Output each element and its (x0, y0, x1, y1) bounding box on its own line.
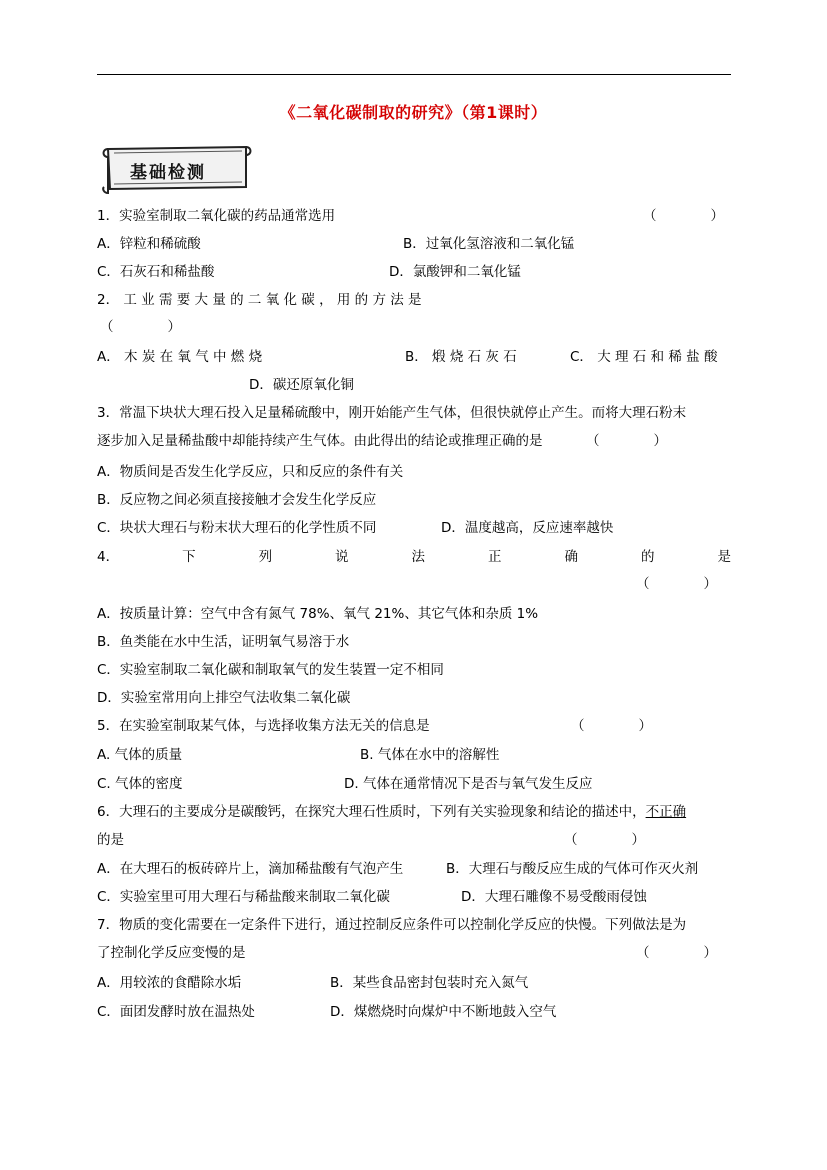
q4-answer-paren: （ ） (636, 576, 717, 592)
q4-stem-char: 是 (717, 549, 731, 565)
q6-underlined-text: 不正确 (645, 804, 687, 820)
q7-option-c: C．面团发酵时放在温热处 (97, 1004, 255, 1020)
q2-option-c: C． 大 理 石 和 稀 盐 酸 (570, 349, 718, 365)
q2-option-b: B． 煅 烧 石 灰 石 (405, 349, 517, 365)
q4-stem-char: 确 (564, 549, 578, 565)
q3-option-d: D．温度越高，反应速率越快 (441, 520, 614, 536)
q3-stem-line1: 3．常温下块状大理石投入足量稀硫酸中，刚开始能产生气体，但很快就停止产生。而将大理石粉末 (97, 405, 687, 421)
q4-stem-char: 列 (258, 549, 273, 565)
q7-option-b: B．某些食品密封包装时充入氮气 (330, 975, 529, 991)
q7-option-a: A．用较浓的食醋除水垢 (97, 975, 242, 991)
q4-stem-char: 说 (335, 549, 349, 565)
q2-option-d: D．碳还原氧化铜 (249, 377, 354, 393)
q4-stem-char: 下 (182, 549, 196, 565)
q2-stem: 2． 工 业 需 要 大 量 的 二 氧 化 碳 ， 用 的 方 法 是 (97, 292, 422, 308)
q5-option-d: D. 气体在通常情况下是否与氧气发生反应 (344, 776, 593, 792)
q1-option-d: D．氯酸钾和二氧化锰 (389, 264, 521, 280)
q7-option-d: D．煤燃烧时向煤炉中不断地鼓入空气 (330, 1004, 557, 1020)
q5-option-b: B. 气体在水中的溶解性 (360, 747, 500, 763)
q6-option-a: A．在大理石的板砖碎片上，滴加稀盐酸有气泡产生 (97, 861, 404, 877)
q5-option-c: C. 气体的密度 (97, 776, 183, 792)
banner-text: 基础检测 (130, 163, 206, 183)
q2-answer-paren: （ ） (100, 319, 181, 335)
q3-stem-line2: 逐步加入足量稀盐酸中却能持续产生气体。由此得出的结论或推理正确的是 (97, 433, 543, 449)
q4-stem-char: 的 (640, 549, 655, 565)
q1-answer-paren: （ ） (643, 208, 724, 224)
q1-option-b: B．过氧化氢溶液和二氧化锰 (403, 236, 575, 252)
page-title: 《二氧化碳制取的研究》（第1课时） (279, 103, 548, 122)
q4-option-b: B．鱼类能在水中生活，证明氧气易溶于水 (97, 634, 350, 650)
q4-option-a: A．按质量计算：空气中含有氮气 78%、氧气 21%、其它气体和杂质 1% (97, 606, 539, 622)
q3-option-a: A．物质间是否发生化学反应，只和反应的条件有关 (97, 464, 404, 480)
q6-option-b: B．大理石与酸反应生成的气体可作灭火剂 (446, 861, 699, 877)
q6-stem-line1 (97, 802, 686, 822)
q7-stem-line2: 了控制化学反应变慢的是 (97, 945, 246, 961)
q1-option-c: C．石灰石和稀盐酸 (97, 264, 215, 280)
q6-stem-text: 6．大理石的主要成分是碳酸钙，在探究大理石性质时，下列有关实验现象和结论的描述中， (97, 804, 646, 820)
header-rule (97, 74, 731, 75)
q4-option-d: D．实验室常用向上排空气法收集二氧化碳 (97, 690, 351, 706)
q7-stem-line1: 7．物质的变化需要在一定条件下进行，通过控制反应条件可以控制化学反应的快慢。下列做法是为 (97, 917, 687, 933)
q2-option-a: A． 木 炭 在 氧 气 中 燃 烧 (97, 349, 263, 365)
q4-stem-char: 4． (97, 549, 120, 565)
q6-answer-paren: （ ） (564, 832, 645, 848)
q4-option-c: C．实验室制取二氧化碳和制取氧气的发生装置一定不相同 (97, 662, 444, 678)
q1-option-a: A．锌粒和稀硫酸 (97, 236, 201, 252)
q3-option-b: B．反应物之间必须直接接触才会发生化学反应 (97, 492, 377, 508)
q1-stem: 1．实验室制取二氧化碳的药品通常选用 (97, 208, 336, 224)
q6-option-c: C．实验室里可用大理石与稀盐酸来制取二氧化碳 (97, 889, 390, 905)
q6-option-d: D．大理石雕像不易受酸雨侵蚀 (461, 889, 647, 905)
q5-answer-paren: （ ） (571, 718, 652, 734)
q5-option-a: A. 气体的质量 (97, 747, 183, 763)
q7-answer-paren: （ ） (636, 945, 717, 961)
q6-stem-line2: 的是 (97, 832, 124, 848)
q4-stem-char: 正 (488, 549, 502, 565)
q5-stem: 5．在实验室制取某气体，与选择收集方法无关的信息是 (97, 718, 430, 734)
q4-stem-char: 法 (411, 549, 426, 565)
q4-stem (97, 547, 731, 567)
q3-answer-paren: （ ） (586, 433, 667, 449)
section-banner (100, 143, 252, 195)
q3-option-c: C．块状大理石与粉末状大理石的化学性质不同 (97, 520, 377, 536)
